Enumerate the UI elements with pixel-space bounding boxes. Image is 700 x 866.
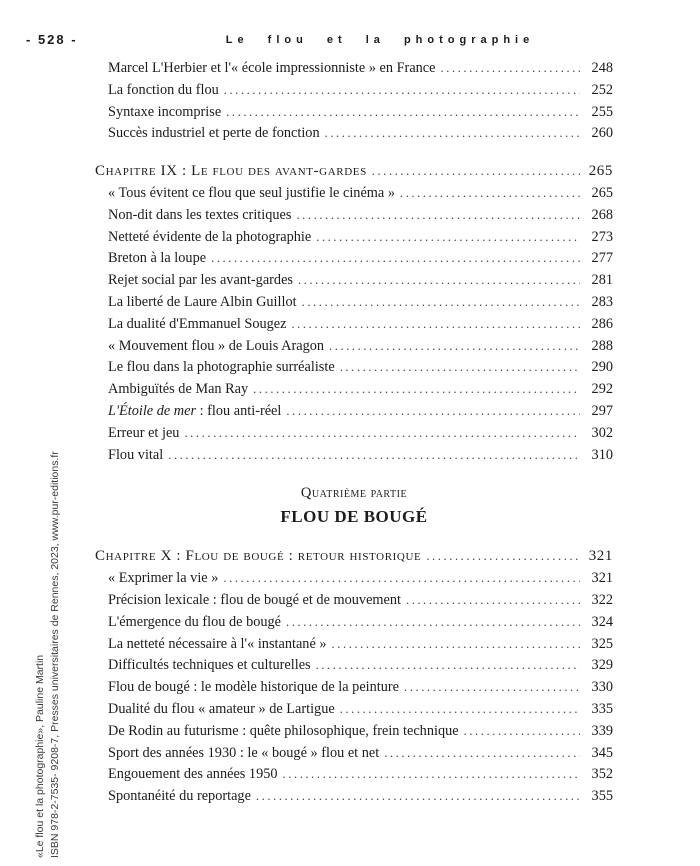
toc-entry-page: 248	[591, 60, 613, 76]
toc-entry-row	[95, 743, 613, 765]
toc-entry-row	[95, 634, 613, 656]
toc-entry-title	[108, 183, 395, 205]
toc-entry-title-text: La liberté de Laure Albin Guillot	[108, 293, 297, 310]
toc-entry-title-italic: L'Étoile de mer	[108, 402, 197, 419]
toc-entry-title-text: Flou vital	[108, 446, 164, 463]
toc-entry-row	[95, 183, 613, 205]
toc-entry-title-text: Netteté évidente de la photographie	[108, 228, 312, 245]
toc	[95, 58, 613, 808]
toc-entry-page: 273	[591, 228, 613, 245]
toc-entry-title	[108, 677, 399, 699]
toc-entry-row	[95, 58, 613, 80]
dot-leader	[325, 123, 580, 145]
toc-entry-page: 321	[591, 570, 613, 587]
toc-entry-page: 292	[591, 381, 613, 398]
toc-entry-row	[95, 721, 613, 743]
toc-entry-title	[108, 721, 459, 743]
toc-entry-row	[95, 357, 613, 379]
toc-entry-page: 355	[591, 788, 613, 805]
toc-entry-title	[108, 248, 206, 270]
toc-entry-title-text: Difficultés techniques et culturelles	[108, 657, 311, 674]
dot-leader	[406, 590, 580, 612]
dot-leader	[464, 721, 580, 743]
toc-entry-page: 335	[591, 700, 613, 717]
toc-entry-title-text: Engouement des années 1950	[108, 766, 278, 783]
toc-entry-title	[108, 292, 297, 314]
toc-entry-row	[95, 80, 613, 102]
toc-entry-row	[95, 423, 613, 445]
toc-entry-row	[95, 612, 613, 634]
toc-entry-title	[108, 764, 278, 786]
toc-entry-title-text: Le flou dans la photographie surréaliste	[108, 359, 335, 376]
dot-leader	[253, 379, 580, 401]
toc-entry-page: 268	[591, 206, 613, 223]
toc-entry-page: 265	[591, 184, 613, 201]
dot-leader	[291, 314, 580, 336]
toc-entry-page: 310	[591, 446, 613, 463]
toc-entry-title-text: Syntaxe incomprise	[108, 103, 222, 120]
toc-entry-title	[108, 58, 436, 80]
toc-entry-title-text: La fonction du flou	[108, 81, 219, 98]
toc-entry-page: 302	[591, 424, 613, 441]
dot-leader	[340, 357, 580, 379]
toc-entry-title	[108, 568, 218, 590]
toc-entry-title-text: L'émergence du flou de bougé	[108, 613, 282, 630]
toc-entry-title-text: Rejet social par les avant-gardes	[108, 272, 293, 289]
toc-entry-row	[95, 401, 613, 423]
dot-leader	[332, 634, 580, 656]
toc-chapter-row	[95, 161, 613, 183]
toc-entry-title-text: « Tous évitent ce flou que seul justifie le cinéma »	[108, 184, 395, 201]
toc-entry-title	[108, 699, 335, 721]
dot-leader	[340, 699, 580, 721]
dot-leader	[426, 546, 580, 568]
toc-entry-page: 297	[591, 402, 613, 419]
toc-entry-title	[108, 270, 293, 292]
toc-entry-row	[95, 568, 613, 590]
toc-entry-title-text: Ambiguïtés de Man Ray	[108, 381, 249, 398]
toc-entry-title-text: La dualité d'Emmanuel Sougez	[108, 315, 287, 332]
dot-leader	[302, 292, 580, 314]
toc-entry-row	[95, 227, 613, 249]
toc-entry-page: 265	[588, 163, 613, 180]
toc-entry-row	[95, 677, 613, 699]
toc-entry-title	[108, 336, 324, 358]
part-title: FLOU DE BOUGÉ	[280, 507, 428, 527]
toc-entry-page: 324	[591, 613, 613, 630]
toc-entry-title	[108, 102, 221, 124]
running-title: Le flou et la photographie	[225, 34, 535, 46]
dot-leader	[256, 786, 580, 808]
toc-entry-page: 322	[591, 591, 613, 608]
toc-entry-page: 290	[591, 359, 613, 376]
toc-entry-title	[108, 423, 179, 445]
toc-entry-page: 283	[591, 293, 613, 310]
toc-entry-title	[108, 634, 327, 656]
toc-entry-row	[95, 699, 613, 721]
toc-entry-title-text: Non-dit dans les textes critiques	[108, 206, 292, 223]
dot-leader	[286, 612, 580, 634]
toc-entry-row	[95, 248, 613, 270]
toc-entry-title-text: Marcel L'Herbier et l'« école impressionniste » en France	[108, 60, 436, 76]
toc-entry-title-text: Sport des années 1930 : le « bougé » flou et net	[108, 744, 380, 761]
toc-entry-title-text: « Exprimer la vie »	[108, 570, 219, 587]
toc-entry-title	[108, 401, 281, 423]
spine-credit	[33, 298, 63, 858]
toc-entry-page: 255	[591, 103, 613, 120]
toc-entry-title	[108, 123, 320, 145]
toc-entry-row	[95, 379, 613, 401]
toc-entry-title-text: Chapitre X : Flou de bougé : retour historique	[95, 548, 422, 565]
toc-entry-title	[95, 161, 367, 183]
part-label: Quatrième partie	[300, 485, 408, 502]
toc-entry-title-text: La netteté nécessaire à l'« instantané »	[108, 635, 327, 652]
toc-entry-page: 260	[591, 125, 613, 142]
toc-chapter-row	[95, 546, 613, 568]
toc-entry-title	[108, 655, 311, 677]
toc-entry-title-text: Breton à la loupe	[108, 250, 207, 267]
toc-entry-page: 288	[591, 337, 613, 354]
toc-entry-title	[108, 314, 286, 336]
toc-entry-title-text: Spontanéité du reportage	[108, 788, 251, 805]
page-number: - 528 -	[26, 32, 78, 47]
dot-leader	[384, 743, 580, 765]
toc-entry-title	[108, 590, 401, 612]
toc-entry-title-text: Chapitre IX : Le flou des avant-gardes	[95, 163, 367, 180]
toc-entry-title	[108, 612, 281, 634]
toc-entry-title	[108, 227, 311, 249]
spine-isbn-line: ISBN 978-2-7535- 9208-7, Presses universitaires de Rennes, 2023, www.pur-editions.fr	[49, 451, 61, 858]
toc-entry-row	[95, 336, 613, 358]
toc-entry-title	[108, 80, 219, 102]
toc-entry-row	[95, 655, 613, 677]
toc-entry-row	[95, 102, 613, 124]
dot-leader	[316, 227, 580, 249]
dot-leader	[316, 655, 580, 677]
toc-entry-row	[95, 445, 613, 467]
dot-leader	[223, 568, 580, 590]
spine-book-credit-line: «Le flou et la photographie», Pauline Martin	[34, 654, 46, 858]
toc-entry-page: 345	[591, 744, 613, 761]
toc-entry-row	[95, 270, 613, 292]
toc-entry-title-text: « Mouvement flou » de Louis Aragon	[108, 337, 325, 354]
toc-entry-page: 321	[588, 548, 613, 565]
dot-leader	[298, 270, 580, 292]
toc-entry-page: 281	[591, 272, 613, 289]
dot-leader	[404, 677, 580, 699]
dot-leader	[296, 205, 580, 227]
toc-entry-title	[108, 205, 291, 227]
dot-leader	[286, 401, 580, 423]
toc-entry-title-text: : flou anti-réel	[196, 402, 282, 419]
dot-leader	[184, 423, 580, 445]
toc-entry-title-text: Flou de bougé : le modèle historique de la peinture	[108, 679, 400, 696]
dot-leader	[226, 102, 580, 124]
toc-entry-title	[108, 357, 335, 379]
toc-entry-row	[95, 205, 613, 227]
toc-entry-title-text: Erreur et jeu	[108, 424, 180, 441]
toc-entry-title-text: De Rodin au futurisme : quête philosophique, frein technique	[108, 722, 459, 739]
toc-entry-page: 277	[591, 250, 613, 267]
toc-entry-page: 339	[591, 722, 613, 739]
toc-entry-title	[108, 743, 379, 765]
toc-entry-row	[95, 292, 613, 314]
dot-leader	[441, 58, 580, 80]
toc-entry-title	[108, 379, 248, 401]
toc-entry-row	[95, 123, 613, 145]
dot-leader	[224, 80, 580, 102]
toc-entry-row	[95, 314, 613, 336]
toc-entry-page: 352	[591, 766, 613, 783]
toc-entry-title	[108, 445, 163, 467]
toc-entry-title-text: Succès industriel et perte de fonction	[108, 125, 320, 142]
dot-leader	[329, 336, 580, 358]
toc-entry-row	[95, 786, 613, 808]
dot-leader	[168, 445, 580, 467]
toc-entry-row	[95, 764, 613, 786]
dot-leader	[283, 764, 580, 786]
toc-entry-page: 286	[591, 315, 613, 332]
toc-entry-title-text: Précision lexicale : flou de bougé et de mouvement	[108, 591, 401, 608]
toc-entry-title-text: Dualité du flou « amateur » de Lartigue	[108, 700, 335, 717]
dot-leader	[372, 161, 580, 183]
toc-entry-page: 325	[591, 635, 613, 652]
toc-entry-row	[95, 590, 613, 612]
dot-leader	[400, 183, 580, 205]
toc-entry-title	[108, 786, 251, 808]
toc-entry-page: 252	[591, 81, 613, 98]
toc-entry-page: 329	[591, 657, 613, 674]
dot-leader	[211, 248, 580, 270]
toc-entry-title	[95, 546, 421, 568]
part-divider	[95, 482, 613, 530]
toc-entry-page: 330	[591, 679, 613, 696]
